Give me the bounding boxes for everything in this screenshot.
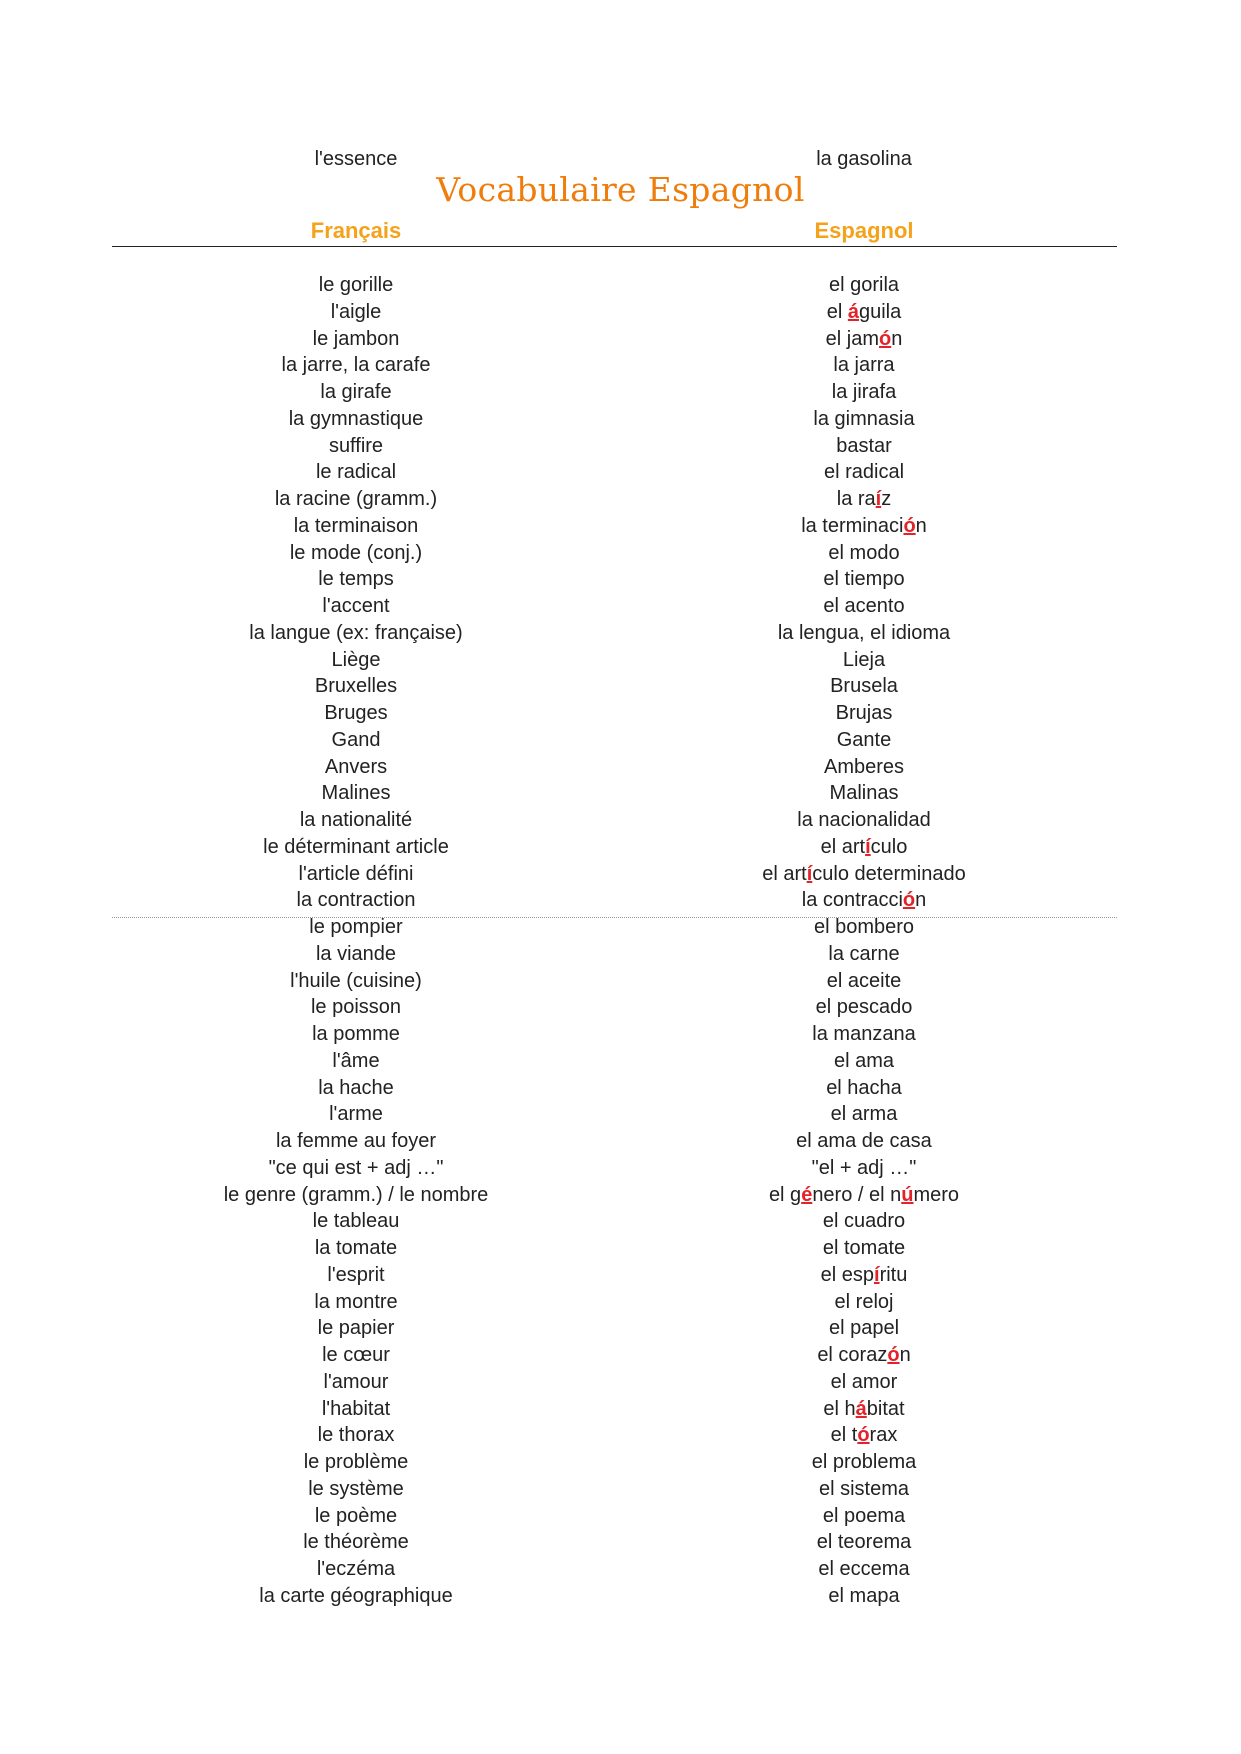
accent-highlight: ú — [901, 1183, 914, 1206]
vocab-row — [0, 1101, 1241, 1128]
spanish-word: la manzana — [812, 1023, 916, 1045]
spanish-word: el problema — [811, 1451, 917, 1473]
top-spanish-word: la gasolina — [816, 148, 912, 170]
accent-highlight: é — [801, 1183, 813, 1206]
accent-highlight: í — [865, 835, 871, 858]
vocab-row — [0, 807, 1241, 834]
french-word: l'huile (cuisine) — [290, 969, 422, 992]
vocab-row — [0, 1235, 1241, 1262]
spanish-word: el arma — [830, 1103, 898, 1126]
french-word: la jarre, la carafe — [281, 354, 431, 377]
spanish-word: la contracción — [801, 889, 927, 912]
accent-highlight: á — [855, 1397, 867, 1420]
french-word: le théorème — [303, 1531, 409, 1554]
french-word: la contraction — [296, 889, 416, 912]
vocab-row — [0, 1369, 1241, 1396]
vocab-row — [0, 1182, 1241, 1209]
accent-highlight: ó — [857, 1424, 870, 1447]
vocab-row — [0, 1476, 1241, 1503]
vocab-row — [0, 433, 1241, 460]
accent-highlight: ó — [902, 889, 916, 912]
vocab-row — [0, 780, 1241, 807]
spanish-word: el reloj — [834, 1290, 894, 1313]
vocab-row — [0, 1396, 1241, 1423]
spanish-word: el poema — [822, 1504, 906, 1527]
french-word: le temps — [318, 568, 394, 591]
spanish-word: el bombero — [813, 916, 915, 938]
vocab-row — [0, 620, 1241, 647]
spanish-word: el tórax — [830, 1424, 898, 1447]
spanish-word: el jamón — [825, 327, 903, 350]
spanish-word: el águila — [826, 300, 902, 323]
french-word: la pomme — [312, 1023, 400, 1045]
spanish-word: el radical — [823, 461, 905, 484]
accent-highlight: ó — [903, 514, 916, 537]
french-word: la langue (ex: française) — [249, 621, 463, 644]
vocab-row — [0, 299, 1241, 326]
french-word: le papier — [317, 1317, 395, 1340]
accent-highlight: á — [847, 300, 859, 323]
french-word: la racine (gramm.) — [274, 488, 438, 510]
spanish-word: bastar — [836, 434, 892, 457]
french-word: le cœur — [322, 1344, 390, 1366]
french-word: le poème — [314, 1504, 398, 1527]
spanish-word: Lieja — [842, 648, 886, 671]
spanish-word: Amberes — [823, 755, 905, 778]
french-word: le système — [308, 1477, 404, 1500]
spanish-word: la raíz — [836, 488, 892, 510]
vocab-row — [0, 1208, 1241, 1235]
french-word: Gand — [331, 728, 381, 751]
column-headers — [0, 218, 1241, 244]
vocab-row — [0, 1449, 1241, 1476]
vocab-row — [0, 1503, 1241, 1530]
vocab-row — [0, 1583, 1241, 1610]
vocab-row — [0, 379, 1241, 406]
french-word: la girafe — [320, 381, 392, 403]
french-word: la gymnastique — [288, 407, 424, 430]
accent-highlight: ó — [887, 1344, 900, 1366]
vocab-row — [0, 486, 1241, 513]
french-word: le déterminant article — [263, 835, 449, 858]
spanish-word: el teorema — [816, 1531, 912, 1554]
french-word: Malines — [321, 782, 391, 805]
spanish-word: el amor — [830, 1370, 898, 1393]
spanish-word: el género / el número — [768, 1183, 960, 1206]
french-word: le pompier — [309, 916, 403, 938]
vocab-row — [0, 1556, 1241, 1583]
vocab-row — [0, 647, 1241, 674]
spanish-word: el eccema — [818, 1558, 910, 1580]
spanish-word: la terminación — [801, 514, 927, 537]
french-word: Anvers — [324, 755, 388, 778]
french-word: le mode (conj.) — [289, 541, 423, 564]
spanish-word: el mapa — [828, 1584, 900, 1607]
top-vocab-row — [0, 148, 1241, 172]
spanish-word: el gorila — [828, 274, 900, 296]
vocab-row — [0, 1289, 1241, 1316]
french-word: l'eczéma — [316, 1558, 396, 1580]
vocab-row — [0, 1021, 1241, 1048]
vocab-row — [0, 326, 1241, 353]
spanish-word: el tomate — [822, 1237, 906, 1259]
spanish-word: Gante — [836, 728, 892, 751]
french-word: le problème — [303, 1451, 409, 1473]
vocab-row — [0, 1342, 1241, 1369]
french-word: Bruges — [324, 702, 388, 724]
spanish-word: el papel — [828, 1317, 900, 1340]
vocab-row — [0, 513, 1241, 540]
vocab-row — [0, 754, 1241, 781]
french-word: le thorax — [317, 1424, 395, 1447]
spanish-word: Brujas — [835, 702, 893, 724]
vocab-row — [0, 727, 1241, 754]
spanish-word: Brusela — [830, 675, 898, 698]
french-word: "ce qui est + adj …" — [268, 1156, 444, 1179]
french-word: la carte géographique — [259, 1584, 453, 1607]
french-word: Liège — [331, 648, 381, 671]
top-french-word: l'essence — [314, 148, 398, 170]
spanish-word: la jarra — [833, 354, 895, 377]
french-word: l'accent — [322, 595, 390, 617]
french-column-header: Français — [310, 218, 402, 243]
french-word: le jambon — [312, 327, 400, 350]
spanish-word: el ama de casa — [796, 1130, 932, 1152]
accent-highlight: í — [874, 1263, 880, 1286]
vocab-row — [0, 566, 1241, 593]
vocabulary-list — [0, 272, 1241, 1610]
vocab-row — [0, 968, 1241, 995]
french-word: l'aigle — [330, 300, 382, 323]
vocab-row — [0, 1262, 1241, 1289]
spanish-word: la gimnasia — [813, 407, 915, 430]
spanish-word: el artículo determinado — [762, 862, 966, 885]
spanish-word: la carne — [828, 942, 900, 965]
spanish-word: el ama — [833, 1049, 895, 1072]
vocab-row — [0, 1128, 1241, 1155]
spanish-word: "el + adj …" — [811, 1156, 917, 1179]
spanish-word: el pescado — [815, 996, 913, 1019]
spanish-column-header: Espagnol — [814, 218, 914, 243]
spanish-word: el hacha — [826, 1076, 902, 1099]
french-word: le radical — [315, 461, 397, 484]
french-word: l'esprit — [327, 1263, 385, 1286]
vocab-row — [0, 834, 1241, 861]
french-word: suffire — [328, 434, 384, 457]
vocab-row — [0, 700, 1241, 727]
french-word: le poisson — [310, 996, 402, 1019]
vocab-row — [0, 994, 1241, 1021]
french-word: le tableau — [312, 1210, 400, 1233]
spanish-word: Malinas — [829, 782, 899, 805]
french-word: l'article défini — [298, 862, 414, 885]
accent-highlight: ó — [879, 327, 892, 350]
french-word: la terminaison — [293, 514, 419, 537]
spanish-word: el sistema — [818, 1477, 910, 1500]
french-word: la tomate — [314, 1237, 398, 1259]
spanish-word: el aceite — [826, 969, 902, 992]
vocab-row — [0, 1155, 1241, 1182]
french-word: l'âme — [332, 1049, 380, 1072]
vocab-row — [0, 272, 1241, 299]
spanish-word: el modo — [828, 541, 900, 564]
spanish-word: el acento — [823, 595, 905, 617]
french-word: le genre (gramm.) / le nombre — [223, 1183, 489, 1206]
vocab-row — [0, 459, 1241, 486]
vocab-row — [0, 914, 1241, 941]
vocab-row — [0, 941, 1241, 968]
french-word: la hache — [318, 1076, 394, 1099]
vocab-row — [0, 593, 1241, 620]
vocab-row — [0, 861, 1241, 888]
vocab-row — [0, 406, 1241, 433]
vocab-row — [0, 1315, 1241, 1342]
spanish-word: el tiempo — [823, 568, 905, 591]
french-word: Bruxelles — [314, 675, 398, 698]
french-word: la femme au foyer — [275, 1130, 437, 1152]
vocab-row — [0, 1529, 1241, 1556]
french-word: la viande — [315, 942, 397, 965]
vocab-row — [0, 887, 1241, 914]
french-word: l'arme — [329, 1103, 383, 1126]
vocab-row — [0, 540, 1241, 567]
vocab-row — [0, 673, 1241, 700]
page-title: Vocabulaire Espagnol — [436, 170, 805, 209]
spanish-word: el corazón — [817, 1344, 911, 1366]
french-word: le gorille — [318, 274, 394, 296]
french-word: l'habitat — [321, 1397, 391, 1420]
spanish-word: el artículo — [820, 835, 908, 858]
spanish-word: el hábitat — [823, 1397, 905, 1420]
accent-highlight: í — [806, 862, 813, 885]
spanish-word: la nacionalidad — [797, 809, 931, 831]
spanish-word: la jirafa — [831, 381, 897, 403]
spanish-word: la lengua, el idioma — [777, 621, 951, 644]
vocab-row — [0, 1075, 1241, 1102]
vocab-row — [0, 1048, 1241, 1075]
spanish-word: el espíritu — [820, 1263, 908, 1286]
header-divider — [112, 246, 1117, 247]
french-word: la nationalité — [299, 809, 413, 831]
accent-highlight: í — [875, 488, 882, 510]
vocab-row — [0, 1422, 1241, 1449]
spanish-word: el cuadro — [822, 1210, 906, 1233]
vocab-row — [0, 352, 1241, 379]
french-word: la montre — [314, 1290, 398, 1313]
french-word: l'amour — [323, 1370, 389, 1393]
